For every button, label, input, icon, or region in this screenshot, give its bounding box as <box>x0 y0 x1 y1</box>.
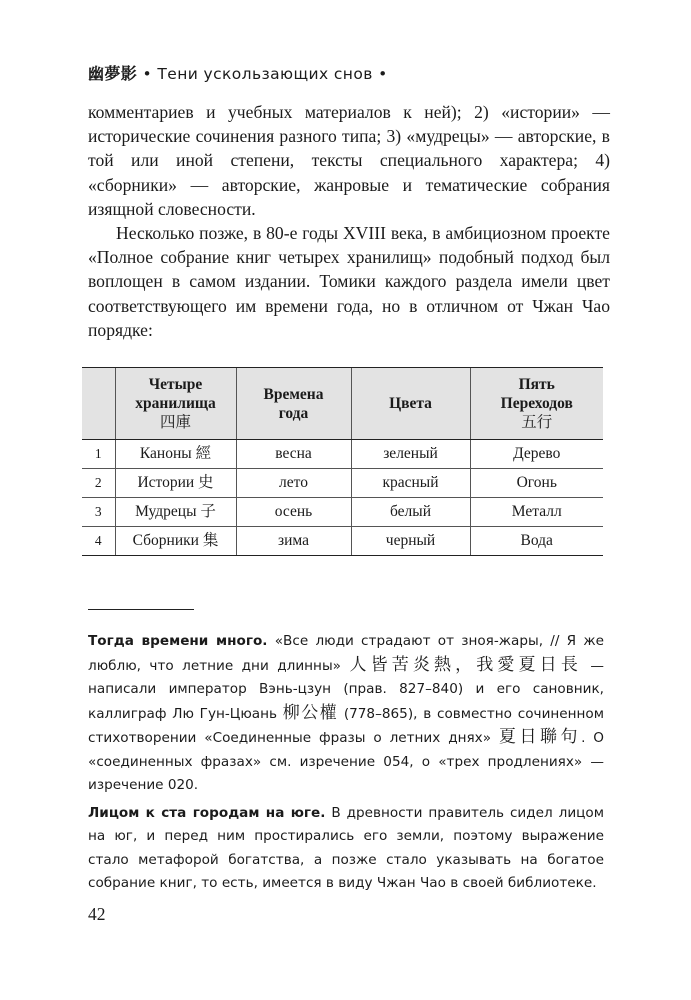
cell-color: белый <box>351 498 470 527</box>
cell-season: осень <box>236 498 351 527</box>
header-seasons: Времена года <box>236 368 351 440</box>
table-row <box>82 440 603 469</box>
paragraph-2: Несколько позже, в 80-е годы XVIII века, в амбициозном проекте «Полное собрание книг четырех хранилищ» подобный подход был воплощен в самом издании. Томики каждого раздела имели цвет соответствующего им времени года, но в отличном от Чжан Чао порядке: <box>88 223 610 340</box>
table-row <box>82 498 603 527</box>
footnote-separator <box>88 609 194 610</box>
header-colors: Цвета <box>351 368 470 440</box>
footnote-2-title: Лицом к ста городам на юге. <box>88 804 326 821</box>
cell-phase: Металл <box>470 498 603 527</box>
footnote-1-title: Тогда времени много. <box>88 633 268 649</box>
cell-season: зима <box>236 527 351 556</box>
row-number: 3 <box>82 498 115 527</box>
four-treasuries-table <box>82 367 603 556</box>
main-text <box>88 100 610 342</box>
running-header <box>88 61 628 84</box>
cell-phase: Дерево <box>470 440 603 469</box>
table-header-row <box>82 368 603 440</box>
cell-color: черный <box>351 527 470 556</box>
footnote-2: Лицом к ста городам на юге. В древности правитель сидел лицом на юг, и перед ним простирались его земли, поэтому выражение стало метафорой богатства, а позже стало указывать на богатое собрание книг, то есть, имеется в виду Чжан Чао в своей библиотеке. <box>88 804 604 891</box>
paragraph-1: комментариев и учебных материалов к ней); 2) «истории» — исторические сочинения разного типа; 3) «мудрецы» — авторские, в той или иной степени, тексты специального характера; 4) «сборники» — авторские, жанровые и тематические собрания изящной словесности. <box>88 102 610 219</box>
table-row <box>82 527 603 556</box>
cell-season: лето <box>236 469 351 498</box>
page-number: 42 <box>88 904 106 924</box>
table-row <box>82 469 603 498</box>
header-cjk-title: 幽夢影 <box>88 64 138 83</box>
cell-store: Каноны 經 <box>115 440 236 469</box>
cell-color: красный <box>351 469 470 498</box>
header-five-phases: Пять Переходов 五行 <box>470 368 603 440</box>
cell-color: зеленый <box>351 440 470 469</box>
cell-store: Сборники 集 <box>115 527 236 556</box>
cell-store: Истории 史 <box>115 469 236 498</box>
row-number: 4 <box>82 527 115 556</box>
cell-phase: Огонь <box>470 469 603 498</box>
header-treasuries: Четыре хранилища 四庫 <box>115 368 236 440</box>
cell-phase: Вода <box>470 527 603 556</box>
footnotes <box>88 630 604 900</box>
header-num <box>82 368 115 440</box>
cell-season: весна <box>236 440 351 469</box>
cell-store: Мудрецы 子 <box>115 498 236 527</box>
row-number: 2 <box>82 469 115 498</box>
header-russian-title: • Тени ускользающих снов • <box>142 65 388 83</box>
footnote-1: Тогда времени много. «Все люди страдают от зноя-жары, // Я же люблю, что летние дни длинны» 人皆苦炎熱，我愛夏日長 — написали император Вэнь-цзун (прав. 827–840) и его сановник, каллиграф Лю Гун-Цюань 柳公權 (778–865), в совместно сочиненном стихотворении «Соединенные фразы о летних днях» 夏日聯句. О «соединенных фразах» см. изречение 054, о «трех продлениях» — изречение 020. <box>88 633 605 793</box>
row-number: 1 <box>82 440 115 469</box>
